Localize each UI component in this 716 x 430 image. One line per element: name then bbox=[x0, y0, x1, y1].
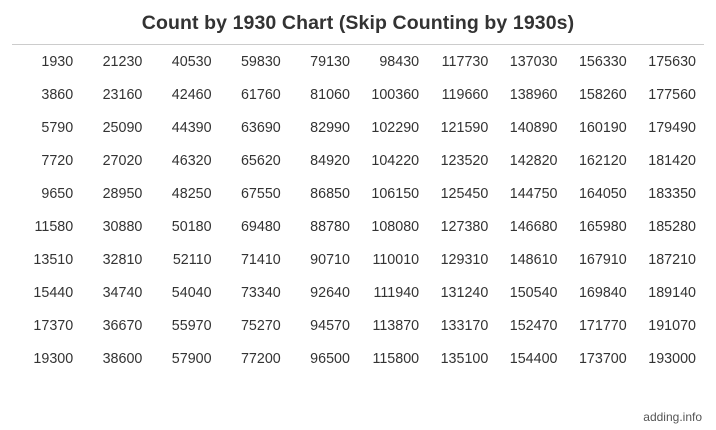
table-cell: 156330 bbox=[578, 53, 627, 70]
table-cell: 127380 bbox=[440, 218, 489, 235]
table-row bbox=[12, 309, 704, 342]
table-row bbox=[12, 177, 704, 210]
table-cell: 108080 bbox=[371, 218, 420, 235]
table-cell: 81060 bbox=[310, 86, 350, 103]
table-cell: 23160 bbox=[102, 86, 143, 103]
table-cell: 59830 bbox=[240, 53, 281, 70]
table-cell: 98430 bbox=[379, 53, 420, 70]
table-cell: 181420 bbox=[648, 152, 696, 169]
table-cell: 65620 bbox=[240, 152, 281, 169]
table-cell: 88780 bbox=[310, 218, 350, 235]
table-row bbox=[12, 111, 704, 144]
table-cell: 86850 bbox=[310, 185, 350, 202]
table-cell: 162120 bbox=[578, 152, 627, 169]
table-cell: 191070 bbox=[648, 317, 696, 334]
table-row bbox=[12, 342, 704, 375]
table-cell: 140890 bbox=[509, 119, 558, 136]
table-cell: 96500 bbox=[310, 350, 350, 367]
table-cell: 11580 bbox=[34, 218, 74, 235]
table-cell: 185280 bbox=[648, 218, 696, 235]
table-cell: 9650 bbox=[41, 185, 74, 202]
table-cell: 30880 bbox=[102, 218, 143, 235]
table-cell: 165980 bbox=[578, 218, 627, 235]
table-cell: 144750 bbox=[509, 185, 558, 202]
table-row bbox=[12, 243, 704, 276]
table-cell: 154400 bbox=[509, 350, 558, 367]
table-cell: 52110 bbox=[172, 251, 212, 268]
table-cell: 54040 bbox=[171, 284, 212, 301]
count-table bbox=[12, 45, 704, 375]
table-cell: 1930 bbox=[41, 53, 74, 70]
table-cell: 77200 bbox=[240, 350, 281, 367]
table-cell: 177560 bbox=[648, 86, 696, 103]
table-cell: 27020 bbox=[102, 152, 143, 169]
table-cell: 187210 bbox=[648, 251, 696, 268]
table-cell: 90710 bbox=[310, 251, 350, 268]
table-cell: 79130 bbox=[310, 53, 350, 70]
table-cell: 179490 bbox=[648, 119, 696, 136]
table-row bbox=[12, 144, 704, 177]
table-cell: 111940 bbox=[373, 284, 420, 301]
table-cell: 34740 bbox=[102, 284, 143, 301]
table-cell: 164050 bbox=[578, 185, 627, 202]
table-cell: 104220 bbox=[371, 152, 420, 169]
table-cell: 21230 bbox=[102, 53, 143, 70]
table-cell: 38600 bbox=[102, 350, 143, 367]
attribution-label: adding.info bbox=[643, 410, 702, 424]
table-cell: 94570 bbox=[310, 317, 350, 334]
table-cell: 50180 bbox=[171, 218, 212, 235]
table-cell: 115800 bbox=[372, 350, 420, 367]
table-cell: 28950 bbox=[102, 185, 143, 202]
table-cell: 69480 bbox=[240, 218, 281, 235]
table-cell: 17370 bbox=[33, 317, 74, 334]
table-cell: 123520 bbox=[440, 152, 489, 169]
table-cell: 5790 bbox=[41, 119, 74, 136]
table-cell: 169840 bbox=[578, 284, 627, 301]
table-cell: 146680 bbox=[509, 218, 558, 235]
table-cell: 61760 bbox=[240, 86, 281, 103]
table-cell: 25090 bbox=[102, 119, 143, 136]
table-cell: 137030 bbox=[509, 53, 558, 70]
table-cell: 3860 bbox=[41, 86, 74, 103]
table-cell: 131240 bbox=[440, 284, 489, 301]
table-cell: 183350 bbox=[648, 185, 696, 202]
table-cell: 102290 bbox=[371, 119, 420, 136]
table-cell: 150540 bbox=[509, 284, 558, 301]
table-cell: 113870 bbox=[372, 317, 420, 334]
page-title: Count by 1930 Chart (Skip Counting by 1930s) bbox=[141, 12, 575, 34]
table-cell: 48250 bbox=[171, 185, 212, 202]
table-cell: 75270 bbox=[240, 317, 281, 334]
table-cell: 19300 bbox=[33, 350, 74, 367]
table-cell: 110010 bbox=[372, 251, 420, 268]
table-cell: 189140 bbox=[648, 284, 696, 301]
table-cell: 57900 bbox=[171, 350, 212, 367]
table-cell: 117730 bbox=[441, 53, 489, 70]
table-cell: 63690 bbox=[240, 119, 281, 136]
table-cell: 13510 bbox=[33, 251, 74, 268]
table-cell: 100360 bbox=[371, 86, 420, 103]
table-cell: 135100 bbox=[440, 350, 489, 367]
table-cell: 82990 bbox=[310, 119, 350, 136]
table-cell: 7720 bbox=[41, 152, 74, 169]
table-cell: 67550 bbox=[240, 185, 281, 202]
table-cell: 138960 bbox=[509, 86, 558, 103]
table-cell: 106150 bbox=[371, 185, 420, 202]
table-row bbox=[12, 78, 704, 111]
table-row bbox=[12, 210, 704, 243]
table-cell: 158260 bbox=[578, 86, 627, 103]
table-cell: 92640 bbox=[310, 284, 350, 301]
table-cell: 142820 bbox=[509, 152, 558, 169]
table-row bbox=[12, 45, 704, 78]
table-cell: 175630 bbox=[648, 53, 696, 70]
table-cell: 36670 bbox=[102, 317, 143, 334]
table-cell: 42460 bbox=[171, 86, 212, 103]
table-cell: 129310 bbox=[440, 251, 489, 268]
table-cell: 40530 bbox=[171, 53, 212, 70]
table-cell: 167910 bbox=[578, 251, 627, 268]
table-cell: 125450 bbox=[440, 185, 489, 202]
table-cell: 193000 bbox=[648, 350, 696, 367]
table-cell: 15440 bbox=[33, 284, 74, 301]
table-cell: 73340 bbox=[240, 284, 281, 301]
table-cell: 55970 bbox=[171, 317, 212, 334]
table-cell: 44390 bbox=[171, 119, 212, 136]
table-cell: 160190 bbox=[578, 119, 627, 136]
table-row bbox=[12, 276, 704, 309]
table-cell: 71410 bbox=[240, 251, 281, 268]
table-cell: 148610 bbox=[509, 251, 558, 268]
table-cell: 84920 bbox=[310, 152, 350, 169]
table-cell: 152470 bbox=[509, 317, 558, 334]
table-cell: 119660 bbox=[441, 86, 489, 103]
table-cell: 171770 bbox=[578, 317, 627, 334]
table-body bbox=[12, 45, 704, 375]
table-cell: 133170 bbox=[440, 317, 489, 334]
table-cell: 46320 bbox=[171, 152, 212, 169]
table-cell: 121590 bbox=[440, 119, 489, 136]
table-cell: 32810 bbox=[102, 251, 143, 268]
table-cell: 173700 bbox=[578, 350, 627, 367]
